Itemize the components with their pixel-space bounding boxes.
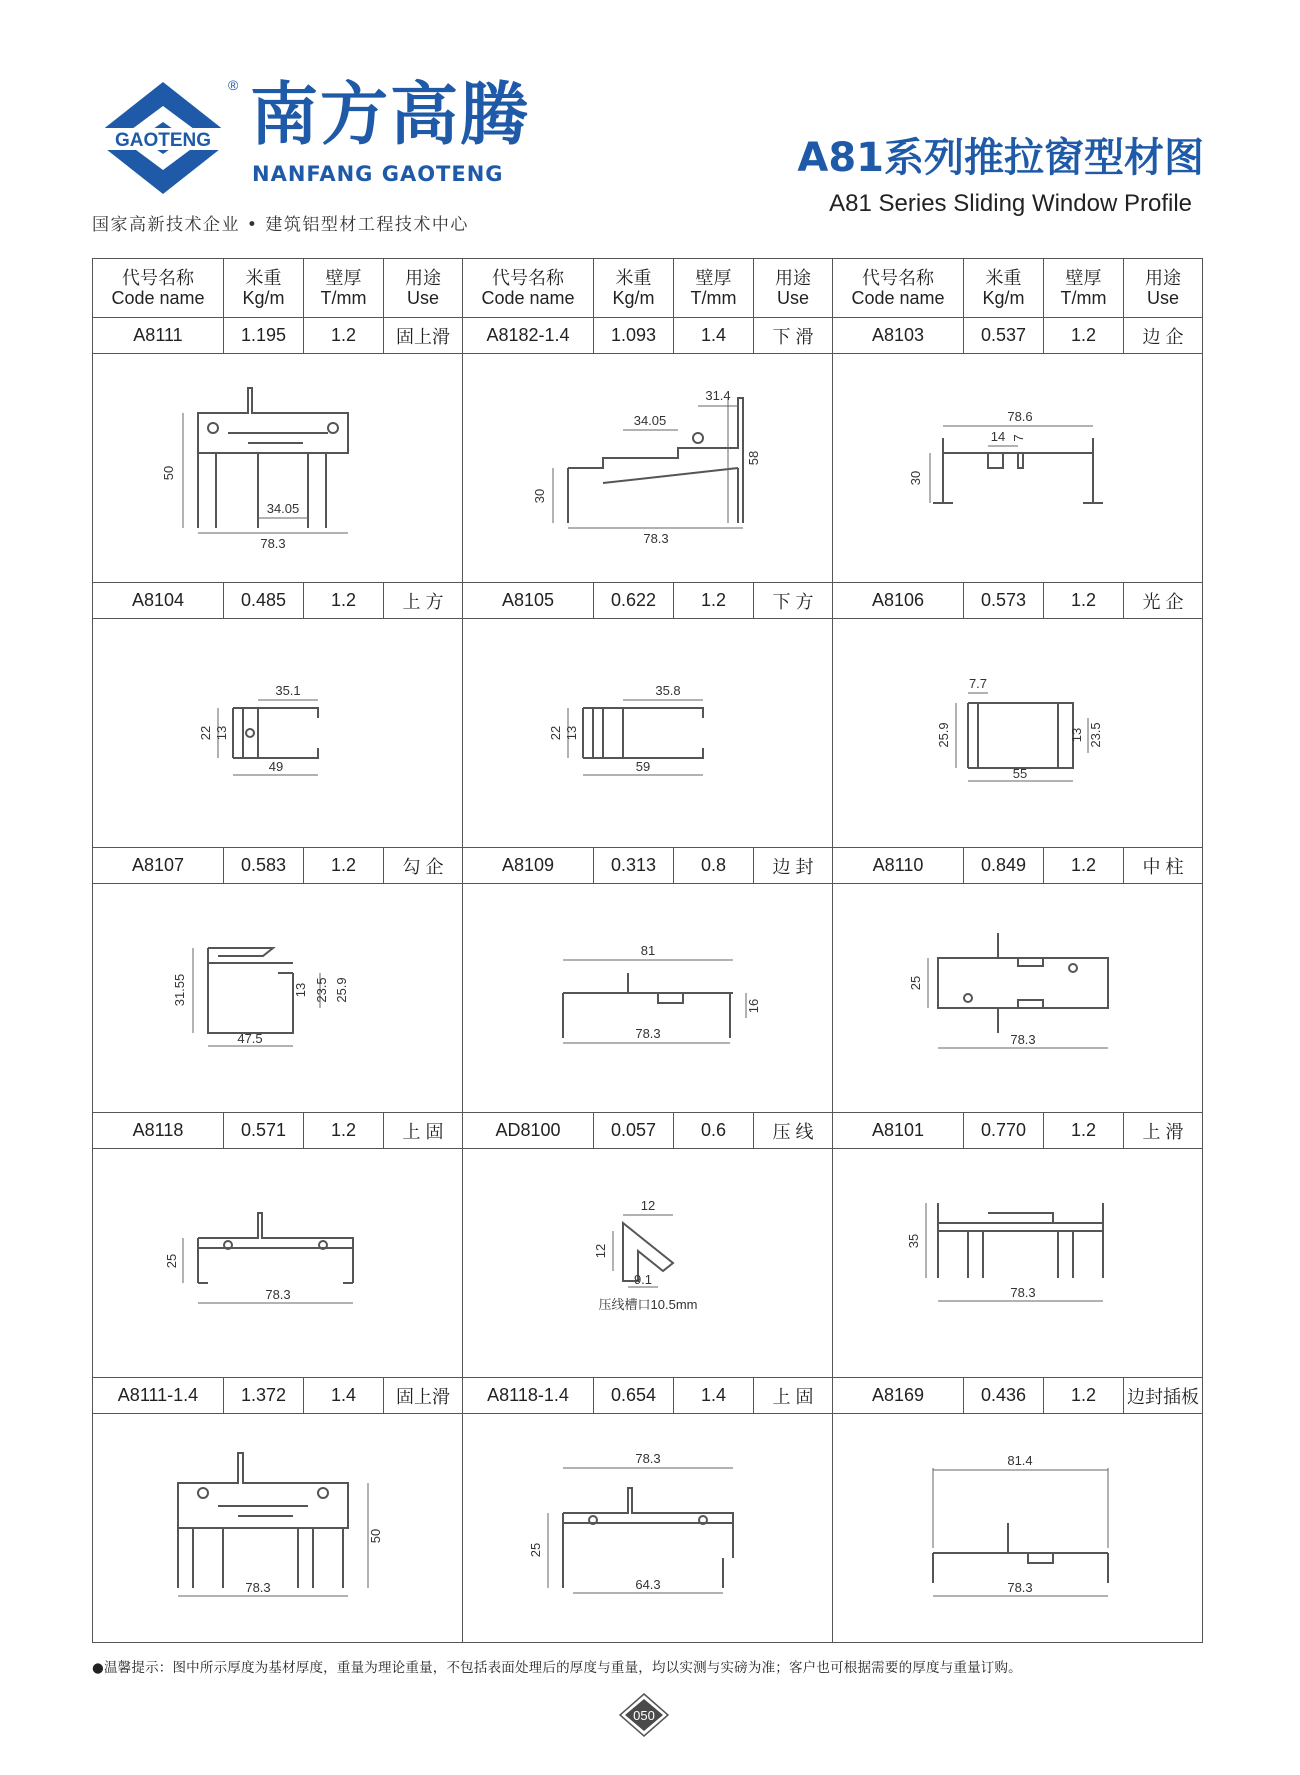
profile-use: 边 企 xyxy=(1124,318,1203,354)
dimension-label: 25.9 xyxy=(333,977,349,1003)
dimension-label: 78.3 xyxy=(634,1026,661,1041)
profile-weight: 0.654 xyxy=(594,1378,674,1414)
col-header-code: 代号名称 Code name xyxy=(463,259,594,318)
dimension-label: 78.3 xyxy=(264,1287,291,1302)
col-header-weight: 米重 Kg/m xyxy=(594,259,674,318)
profile-drawing-a8103 xyxy=(833,354,1203,583)
dimension-label: 55 xyxy=(1012,766,1027,781)
dimension-label: 78.3 xyxy=(634,1451,661,1466)
dimension-label: 30 xyxy=(907,470,923,486)
profile-drawing-a8107 xyxy=(93,884,463,1113)
logo-text: GAOTENG xyxy=(114,130,212,151)
profile-drawing-a8182-1-4 xyxy=(463,354,833,583)
col-header-thickness: 壁厚 T/mm xyxy=(674,259,754,318)
dimension-label: 31.4 xyxy=(704,388,731,403)
dimension-label: 9.1 xyxy=(633,1272,652,1287)
brand-name-en: NANFANG GAOTENG xyxy=(252,162,504,186)
dimension-label: 78.3 xyxy=(642,531,669,546)
profile-code: A8118-1.4 xyxy=(463,1378,594,1414)
profile-use: 边封插板 xyxy=(1124,1378,1203,1414)
col-header-weight: 米重 Kg/m xyxy=(224,259,304,318)
profile-weight: 0.583 xyxy=(224,848,304,884)
col-header-code: 代号名称 Code name xyxy=(833,259,964,318)
profile-weight: 1.372 xyxy=(224,1378,304,1414)
dimension-label: 22 xyxy=(547,725,563,741)
page-title-en: A81 Series Sliding Window Profile xyxy=(829,190,1192,217)
profile-thickness: 1.2 xyxy=(674,583,754,619)
dimension-label: 12 xyxy=(640,1198,655,1213)
dimension-label: 22 xyxy=(197,725,213,741)
profile-table xyxy=(92,258,1203,1643)
profile-weight: 0.571 xyxy=(224,1113,304,1149)
profile-info-row xyxy=(93,1113,1203,1149)
profile-code: A8104 xyxy=(93,583,224,619)
dimension-label: 35.8 xyxy=(654,683,681,698)
dimension-label: 34.05 xyxy=(633,413,666,428)
dimension-label: 64.3 xyxy=(634,1577,661,1592)
col-header-use: 用途 Use xyxy=(384,259,463,318)
dimension-label: 25 xyxy=(907,975,923,991)
profile-drawing-a8169 xyxy=(833,1414,1203,1643)
profile-use: 固上滑 xyxy=(384,1378,463,1414)
profile-code: A8107 xyxy=(93,848,224,884)
dimension-label: 78.6 xyxy=(1006,409,1033,424)
profile-code: A8101 xyxy=(833,1113,964,1149)
dimension-label: 13 xyxy=(213,725,229,741)
profile-use: 勾 企 xyxy=(384,848,463,884)
profile-drawing-a8110 xyxy=(833,884,1203,1113)
dimension-label: 25 xyxy=(163,1253,179,1269)
company-tagline: 国家高新技术企业 • 建筑铝型材工程技术中心 xyxy=(92,215,469,235)
profile-drawing-a8111 xyxy=(93,354,463,583)
gaoteng-logo xyxy=(88,78,238,198)
col-header-thickness: 壁厚 T/mm xyxy=(1044,259,1124,318)
profile-use: 中 柱 xyxy=(1124,848,1203,884)
profile-drawing-row xyxy=(93,1414,1203,1643)
dimension-label: 13 xyxy=(563,725,579,741)
dimension-label: 12 xyxy=(592,1243,608,1259)
profile-thickness: 0.6 xyxy=(674,1113,754,1149)
footer-notice: ●温馨提示：图中所示厚度为基材厚度，重量为理论重量，不包括表面处理后的厚度与重量，均以实测与实磅为准；客户也可根据需要的厚度与重量订购。 xyxy=(92,1660,1022,1676)
page-number: 050 xyxy=(633,1708,655,1723)
col-header-weight: 米重 Kg/m xyxy=(964,259,1044,318)
profile-drawing-row xyxy=(93,1149,1203,1378)
dimension-label: 50 xyxy=(160,465,176,481)
dimension-label: 78.3 xyxy=(1009,1032,1036,1047)
dimension-label: 30 xyxy=(531,488,547,504)
dimension-label: 35.1 xyxy=(274,683,301,698)
profile-use: 上 固 xyxy=(754,1378,833,1414)
dimension-label: 14 xyxy=(990,429,1005,444)
dimension-label: 16 xyxy=(745,998,761,1014)
dimension-label: 7.7 xyxy=(968,676,987,691)
profile-use: 固上滑 xyxy=(384,318,463,354)
profile-code: A8118 xyxy=(93,1113,224,1149)
profile-thickness: 1.2 xyxy=(304,318,384,354)
col-header-thickness: 壁厚 T/mm xyxy=(304,259,384,318)
col-header-use: 用途 Use xyxy=(754,259,833,318)
profile-drawing-a8118-1-4 xyxy=(463,1414,833,1643)
profile-drawing-a8109 xyxy=(463,884,833,1113)
profile-drawing-row xyxy=(93,884,1203,1113)
profile-code: A8105 xyxy=(463,583,594,619)
profile-code: A8103 xyxy=(833,318,964,354)
profile-thickness: 1.2 xyxy=(304,1113,384,1149)
profile-thickness: 1.2 xyxy=(1044,318,1124,354)
dimension-label: 50 xyxy=(367,1528,383,1544)
profile-weight: 0.436 xyxy=(964,1378,1044,1414)
profile-drawing-a8101 xyxy=(833,1149,1203,1378)
profile-drawing-a8111-1-4 xyxy=(93,1414,463,1643)
profile-code: A8169 xyxy=(833,1378,964,1414)
profile-thickness: 1.4 xyxy=(674,1378,754,1414)
profile-thickness: 1.4 xyxy=(304,1378,384,1414)
profile-use: 光 企 xyxy=(1124,583,1203,619)
profile-weight: 0.849 xyxy=(964,848,1044,884)
profile-code: A8106 xyxy=(833,583,964,619)
dimension-label: 47.5 xyxy=(236,1031,263,1046)
profile-use: 下 滑 xyxy=(754,318,833,354)
dimension-label: 78.3 xyxy=(259,536,286,551)
profile-weight: 0.770 xyxy=(964,1113,1044,1149)
profile-code: A8110 xyxy=(833,848,964,884)
profile-thickness: 1.2 xyxy=(1044,1378,1124,1414)
dimension-label: 34.05 xyxy=(266,501,299,516)
profile-info-row xyxy=(93,1378,1203,1414)
dimension-label: 25.9 xyxy=(935,722,951,748)
profile-weight: 0.537 xyxy=(964,318,1044,354)
profile-thickness: 1.2 xyxy=(304,848,384,884)
profile-thickness: 1.2 xyxy=(1044,1113,1124,1149)
dimension-label: 31.55 xyxy=(171,973,187,1007)
dimension-label: 81 xyxy=(640,943,655,958)
profile-drawing-a8105 xyxy=(463,619,833,848)
profile-thickness: 0.8 xyxy=(674,848,754,884)
profile-use: 上 方 xyxy=(384,583,463,619)
profile-thickness: 1.4 xyxy=(674,318,754,354)
profile-weight: 0.485 xyxy=(224,583,304,619)
dimension-label: 78.3 xyxy=(244,1580,271,1595)
dimension-label: 7 xyxy=(1010,434,1026,442)
dimension-label: 81.4 xyxy=(1006,1453,1033,1468)
dimension-label: 58 xyxy=(745,450,761,466)
profile-info-row xyxy=(93,318,1203,354)
profile-info-row xyxy=(93,583,1203,619)
profile-drawing-row xyxy=(93,619,1203,848)
dimension-label: 78.3 xyxy=(1006,1580,1033,1595)
profile-code: A8111 xyxy=(93,318,224,354)
profile-thickness: 1.2 xyxy=(1044,583,1124,619)
profile-weight: 0.622 xyxy=(594,583,674,619)
profile-weight: 0.313 xyxy=(594,848,674,884)
dimension-label: 59 xyxy=(635,759,650,774)
dimension-label: 13 xyxy=(1068,727,1084,743)
dimension-label: 23.5 xyxy=(1087,722,1103,748)
page-header xyxy=(0,0,1300,250)
brand-name-cn: 南方高腾 xyxy=(250,76,531,155)
profile-use: 上 固 xyxy=(384,1113,463,1149)
profile-code: AD8100 xyxy=(463,1113,594,1149)
col-header-code: 代号名称 Code name xyxy=(93,259,224,318)
dimension-label: 23.5 xyxy=(313,977,329,1003)
profile-weight: 1.093 xyxy=(594,318,674,354)
profile-code: A8109 xyxy=(463,848,594,884)
dimension-label: 13 xyxy=(292,982,308,998)
profile-weight: 0.057 xyxy=(594,1113,674,1149)
page-title-cn: A81系列推拉窗型材图 xyxy=(797,135,1204,181)
profile-use: 压 线 xyxy=(754,1113,833,1149)
dimension-label: 78.3 xyxy=(1009,1285,1036,1300)
profile-use: 上 滑 xyxy=(1124,1113,1203,1149)
dimension-label: 25 xyxy=(527,1542,543,1558)
table-header-row xyxy=(93,259,1203,318)
profile-thickness: 1.2 xyxy=(304,583,384,619)
profile-thickness: 1.2 xyxy=(1044,848,1124,884)
profile-use: 下 方 xyxy=(754,583,833,619)
profile-drawing-ad8100 xyxy=(463,1149,833,1378)
profile-drawing-a8106 xyxy=(833,619,1203,848)
profile-drawing-a8118 xyxy=(93,1149,463,1378)
drawing-note: 压线槽口10.5mm xyxy=(598,1297,697,1312)
profile-drawing-row xyxy=(93,354,1203,583)
dimension-label: 35 xyxy=(905,1233,921,1249)
profile-info-row xyxy=(93,848,1203,884)
profile-weight: 1.195 xyxy=(224,318,304,354)
profile-code: A8111-1.4 xyxy=(93,1378,224,1414)
profile-drawing-a8104 xyxy=(93,619,463,848)
dimension-label: 49 xyxy=(268,759,283,774)
col-header-use: 用途 Use xyxy=(1124,259,1203,318)
profile-use: 边 封 xyxy=(754,848,833,884)
profile-weight: 0.573 xyxy=(964,583,1044,619)
profile-code: A8182-1.4 xyxy=(463,318,594,354)
registered-mark: ® xyxy=(228,78,238,93)
page-number-badge xyxy=(618,1692,670,1738)
